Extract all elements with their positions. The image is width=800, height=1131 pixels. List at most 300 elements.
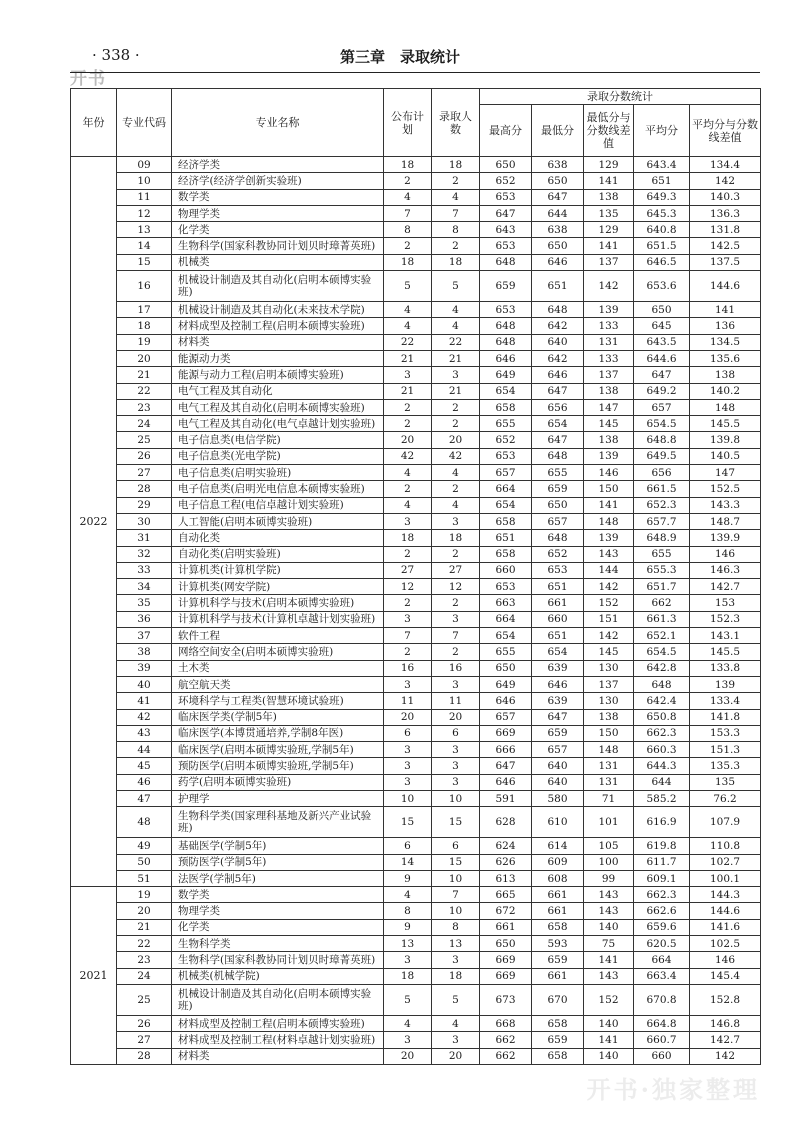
max-cell: 646 [480,774,532,790]
avg-diff-cell: 152.3 [690,611,761,627]
admitted-cell: 18 [432,157,480,173]
avg-cell: 664 [634,952,690,968]
table-row [71,416,761,432]
avg-diff-cell: 146.8 [690,1015,761,1031]
avg-diff-cell: 140.3 [690,189,761,205]
min-diff-cell: 150 [584,481,634,497]
max-cell: 651 [480,530,532,546]
table-row [71,774,761,790]
table-row [71,952,761,968]
table-row [71,238,761,254]
admitted-cell: 4 [432,497,480,513]
avg-cell: 619.8 [634,838,690,854]
avg-cell: 655 [634,546,690,562]
code-cell: 22 [117,383,172,399]
max-cell: 669 [480,968,532,984]
table-row [71,383,761,399]
plan-cell: 4 [384,887,432,903]
name-cell: 自动化类 [172,530,384,546]
avg-cell: 652.3 [634,497,690,513]
admitted-cell: 3 [432,952,480,968]
plan-cell: 16 [384,660,432,676]
code-cell: 51 [117,870,172,886]
admitted-cell: 3 [432,367,480,383]
name-cell: 机械设计制造及其自动化(启明本硕博实验班) [172,271,384,302]
code-cell: 29 [117,497,172,513]
code-cell: 26 [117,448,172,464]
plan-cell: 3 [384,367,432,383]
header-max: 最高分 [480,105,532,157]
max-cell: 661 [480,919,532,935]
admitted-cell: 3 [432,611,480,627]
code-cell: 48 [117,807,172,838]
name-cell: 电子信息工程(电信卓越计划实验班) [172,497,384,513]
min-cell: 638 [532,157,584,173]
min-cell: 661 [532,968,584,984]
avg-cell: 663.4 [634,968,690,984]
min-cell: 642 [532,350,584,366]
avg-cell: 643.5 [634,334,690,350]
min-cell: 659 [532,1032,584,1048]
max-cell: 658 [480,513,532,529]
name-cell: 经济学类 [172,157,384,173]
avg-diff-cell: 133.8 [690,660,761,676]
min-diff-cell: 139 [584,448,634,464]
max-cell: 669 [480,725,532,741]
max-cell: 648 [480,254,532,270]
name-cell: 数学类 [172,887,384,903]
min-cell: 651 [532,628,584,644]
table-row [71,1032,761,1048]
avg-diff-cell: 142.7 [690,579,761,595]
code-cell: 49 [117,838,172,854]
min-cell: 648 [532,448,584,464]
avg-cell: 609.1 [634,870,690,886]
avg-cell: 651.7 [634,579,690,595]
name-cell: 机械类 [172,254,384,270]
code-cell: 13 [117,222,172,238]
avg-diff-cell: 141.8 [690,709,761,725]
avg-diff-cell: 146 [690,546,761,562]
table-row [71,628,761,644]
avg-diff-cell: 141 [690,302,761,318]
max-cell: 628 [480,807,532,838]
admitted-cell: 2 [432,173,480,189]
plan-cell: 3 [384,513,432,529]
max-cell: 653 [480,579,532,595]
min-cell: 659 [532,481,584,497]
min-cell: 640 [532,758,584,774]
plan-cell: 3 [384,676,432,692]
plan-cell: 18 [384,157,432,173]
plan-cell: 5 [384,271,432,302]
avg-diff-cell: 142.7 [690,1032,761,1048]
code-cell: 23 [117,952,172,968]
admitted-cell: 22 [432,334,480,350]
name-cell: 机械类(机械学院) [172,968,384,984]
avg-cell: 657 [634,399,690,415]
table-row [71,742,761,758]
min-diff-cell: 71 [584,790,634,806]
avg-diff-cell: 148.7 [690,513,761,529]
table-row [71,676,761,692]
min-cell: 593 [532,936,584,952]
min-cell: 657 [532,513,584,529]
plan-cell: 27 [384,562,432,578]
code-cell: 46 [117,774,172,790]
avg-cell: 655.3 [634,562,690,578]
admitted-cell: 21 [432,350,480,366]
min-cell: 658 [532,919,584,935]
code-cell: 28 [117,1048,172,1064]
avg-diff-cell: 143.3 [690,497,761,513]
avg-cell: 611.7 [634,854,690,870]
min-cell: 670 [532,984,584,1015]
table-row [71,693,761,709]
min-diff-cell: 139 [584,530,634,546]
min-diff-cell: 105 [584,838,634,854]
max-cell: 648 [480,334,532,350]
min-diff-cell: 138 [584,383,634,399]
plan-cell: 20 [384,1048,432,1064]
admitted-cell: 2 [432,644,480,660]
name-cell: 人工智能(启明本硕博实验班) [172,513,384,529]
code-cell: 42 [117,709,172,725]
name-cell: 电子信息类(电信学院) [172,432,384,448]
min-diff-cell: 140 [584,919,634,935]
avg-diff-cell: 134.4 [690,157,761,173]
table-row [71,854,761,870]
min-cell: 614 [532,838,584,854]
min-diff-cell: 100 [584,854,634,870]
header-plan: 公布计划 [384,89,432,157]
min-cell: 646 [532,367,584,383]
header-avg-diff: 平均分与分数线差值 [690,105,761,157]
min-diff-cell: 146 [584,465,634,481]
header-code: 专业代码 [117,89,172,157]
avg-cell: 643.4 [634,157,690,173]
admitted-cell: 6 [432,838,480,854]
max-cell: 659 [480,271,532,302]
min-diff-cell: 135 [584,205,634,221]
avg-diff-cell: 139.9 [690,530,761,546]
code-cell: 24 [117,968,172,984]
name-cell: 土木类 [172,660,384,676]
code-cell: 24 [117,416,172,432]
max-cell: 648 [480,318,532,334]
max-cell: 663 [480,595,532,611]
plan-cell: 18 [384,968,432,984]
table-row [71,513,761,529]
name-cell: 计算机科学与技术(启明本硕博实验班) [172,595,384,611]
table-row [71,611,761,627]
admitted-cell: 2 [432,238,480,254]
table-row [71,579,761,595]
admitted-cell: 16 [432,660,480,676]
max-cell: 653 [480,302,532,318]
table-row [71,189,761,205]
code-cell: 18 [117,318,172,334]
plan-cell: 11 [384,693,432,709]
min-diff-cell: 140 [584,1048,634,1064]
avg-cell: 646.5 [634,254,690,270]
code-cell: 35 [117,595,172,611]
avg-cell: 662.3 [634,725,690,741]
plan-cell: 3 [384,758,432,774]
admitted-cell: 4 [432,1015,480,1031]
avg-diff-cell: 145.4 [690,968,761,984]
min-diff-cell: 141 [584,173,634,189]
admitted-cell: 4 [432,318,480,334]
min-diff-cell: 151 [584,611,634,627]
code-cell: 25 [117,984,172,1015]
min-cell: 609 [532,854,584,870]
max-cell: 646 [480,350,532,366]
admitted-cell: 5 [432,984,480,1015]
admitted-cell: 6 [432,725,480,741]
min-cell: 647 [532,709,584,725]
avg-cell: 585.2 [634,790,690,806]
table-row [71,838,761,854]
min-diff-cell: 147 [584,399,634,415]
name-cell: 机械设计制造及其自动化(未来技术学院) [172,302,384,318]
code-cell: 15 [117,254,172,270]
min-diff-cell: 141 [584,497,634,513]
plan-cell: 9 [384,870,432,886]
min-diff-cell: 137 [584,254,634,270]
table-row [71,870,761,886]
min-cell: 654 [532,644,584,660]
plan-cell: 4 [384,302,432,318]
name-cell: 材料类 [172,1048,384,1064]
max-cell: 654 [480,383,532,399]
name-cell: 能源与动力工程(启明本硕博实验班) [172,367,384,383]
avg-cell: 661.5 [634,481,690,497]
max-cell: 652 [480,432,532,448]
avg-diff-cell: 76.2 [690,790,761,806]
min-diff-cell: 130 [584,693,634,709]
min-cell: 651 [532,579,584,595]
min-cell: 650 [532,173,584,189]
avg-diff-cell: 140.5 [690,448,761,464]
min-diff-cell: 140 [584,1015,634,1031]
admitted-cell: 12 [432,579,480,595]
min-cell: 659 [532,952,584,968]
avg-cell: 642.8 [634,660,690,676]
name-cell: 材料成型及控制工程(启明本硕博实验班) [172,318,384,334]
table-row [71,562,761,578]
min-cell: 651 [532,271,584,302]
admitted-cell: 15 [432,854,480,870]
max-cell: 591 [480,790,532,806]
admitted-cell: 7 [432,628,480,644]
max-cell: 658 [480,546,532,562]
page-number: · 338 · [92,46,140,64]
code-cell: 19 [117,334,172,350]
name-cell: 自动化类(启明实验班) [172,546,384,562]
name-cell: 电气工程及其自动化(电气卓越计划实验班) [172,416,384,432]
avg-diff-cell: 151.3 [690,742,761,758]
name-cell: 电气工程及其自动化(启明本硕博实验班) [172,399,384,415]
max-cell: 649 [480,676,532,692]
name-cell: 法医学(学制5年) [172,870,384,886]
max-cell: 652 [480,173,532,189]
min-diff-cell: 138 [584,432,634,448]
table-row [71,887,761,903]
plan-cell: 3 [384,952,432,968]
min-cell: 640 [532,774,584,790]
code-cell: 39 [117,660,172,676]
admitted-cell: 7 [432,205,480,221]
avg-diff-cell: 140.2 [690,383,761,399]
name-cell: 电子信息类(光电学院) [172,448,384,464]
min-cell: 610 [532,807,584,838]
table-row [71,157,761,173]
min-diff-cell: 131 [584,758,634,774]
min-diff-cell: 152 [584,595,634,611]
max-cell: 613 [480,870,532,886]
plan-cell: 4 [384,497,432,513]
plan-cell: 14 [384,854,432,870]
avg-diff-cell: 136 [690,318,761,334]
table-row [71,1015,761,1031]
avg-cell: 660 [634,1048,690,1064]
min-cell: 655 [532,465,584,481]
admitted-cell: 15 [432,807,480,838]
plan-cell: 8 [384,903,432,919]
admitted-cell: 27 [432,562,480,578]
admitted-cell: 3 [432,758,480,774]
min-cell: 661 [532,903,584,919]
code-cell: 40 [117,676,172,692]
plan-cell: 5 [384,984,432,1015]
code-cell: 44 [117,742,172,758]
max-cell: 649 [480,367,532,383]
plan-cell: 7 [384,628,432,644]
table-row [71,968,761,984]
plan-cell: 8 [384,222,432,238]
table-row [71,367,761,383]
min-diff-cell: 148 [584,513,634,529]
avg-cell: 664.8 [634,1015,690,1031]
table-row [71,497,761,513]
min-diff-cell: 152 [584,984,634,1015]
avg-diff-cell: 133.4 [690,693,761,709]
table-row [71,903,761,919]
avg-cell: 616.9 [634,807,690,838]
code-cell: 23 [117,399,172,415]
name-cell: 预防医学(学制5年) [172,854,384,870]
plan-cell: 6 [384,725,432,741]
avg-diff-cell: 141.6 [690,919,761,935]
min-cell: 654 [532,416,584,432]
table-row [71,432,761,448]
code-cell: 33 [117,562,172,578]
admitted-cell: 2 [432,481,480,497]
min-cell: 658 [532,1015,584,1031]
name-cell: 数学类 [172,189,384,205]
min-diff-cell: 142 [584,579,634,595]
max-cell: 665 [480,887,532,903]
table-body [71,157,761,1065]
name-cell: 化学类 [172,919,384,935]
avg-diff-cell: 135.3 [690,758,761,774]
avg-diff-cell: 152.8 [690,984,761,1015]
table-row [71,302,761,318]
table-row [71,758,761,774]
max-cell: 655 [480,644,532,660]
max-cell: 653 [480,238,532,254]
avg-diff-cell: 142 [690,1048,761,1064]
min-cell: 650 [532,497,584,513]
plan-cell: 4 [384,465,432,481]
avg-cell: 644.6 [634,350,690,366]
min-diff-cell: 142 [584,628,634,644]
plan-cell: 21 [384,350,432,366]
avg-diff-cell: 145.5 [690,416,761,432]
max-cell: 662 [480,1048,532,1064]
code-cell: 27 [117,465,172,481]
min-cell: 639 [532,693,584,709]
header-rule [70,72,760,73]
plan-cell: 7 [384,205,432,221]
admitted-cell: 42 [432,448,480,464]
name-cell: 航空航天类 [172,676,384,692]
min-diff-cell: 139 [584,302,634,318]
avg-cell: 645 [634,318,690,334]
avg-diff-cell: 135 [690,774,761,790]
min-diff-cell: 141 [584,238,634,254]
min-diff-cell: 138 [584,189,634,205]
avg-diff-cell: 110.8 [690,838,761,854]
admitted-cell: 20 [432,709,480,725]
plan-cell: 2 [384,481,432,497]
code-cell: 32 [117,546,172,562]
table-row [71,254,761,270]
table-row [71,318,761,334]
watermark: 开书·独家整理 [586,1075,760,1104]
table-row [71,919,761,935]
avg-cell: 662.3 [634,887,690,903]
min-diff-cell: 131 [584,334,634,350]
code-cell: 37 [117,628,172,644]
avg-cell: 656 [634,465,690,481]
table-row [71,1048,761,1064]
avg-diff-cell: 100.1 [690,870,761,886]
min-cell: 648 [532,302,584,318]
admitted-cell: 18 [432,254,480,270]
plan-cell: 4 [384,318,432,334]
avg-diff-cell: 139.8 [690,432,761,448]
avg-diff-cell: 153.3 [690,725,761,741]
avg-diff-cell: 144.6 [690,903,761,919]
plan-cell: 20 [384,709,432,725]
max-cell: 650 [480,660,532,676]
name-cell: 临床医学类(学制5年) [172,709,384,725]
avg-diff-cell: 137.5 [690,254,761,270]
table-row [71,546,761,562]
table-row [71,205,761,221]
min-diff-cell: 133 [584,350,634,366]
code-cell: 26 [117,1015,172,1031]
min-diff-cell: 143 [584,968,634,984]
table-row [71,222,761,238]
min-diff-cell: 150 [584,725,634,741]
table-row [71,984,761,1015]
code-cell: 20 [117,903,172,919]
admitted-cell: 21 [432,383,480,399]
min-diff-cell: 143 [584,546,634,562]
